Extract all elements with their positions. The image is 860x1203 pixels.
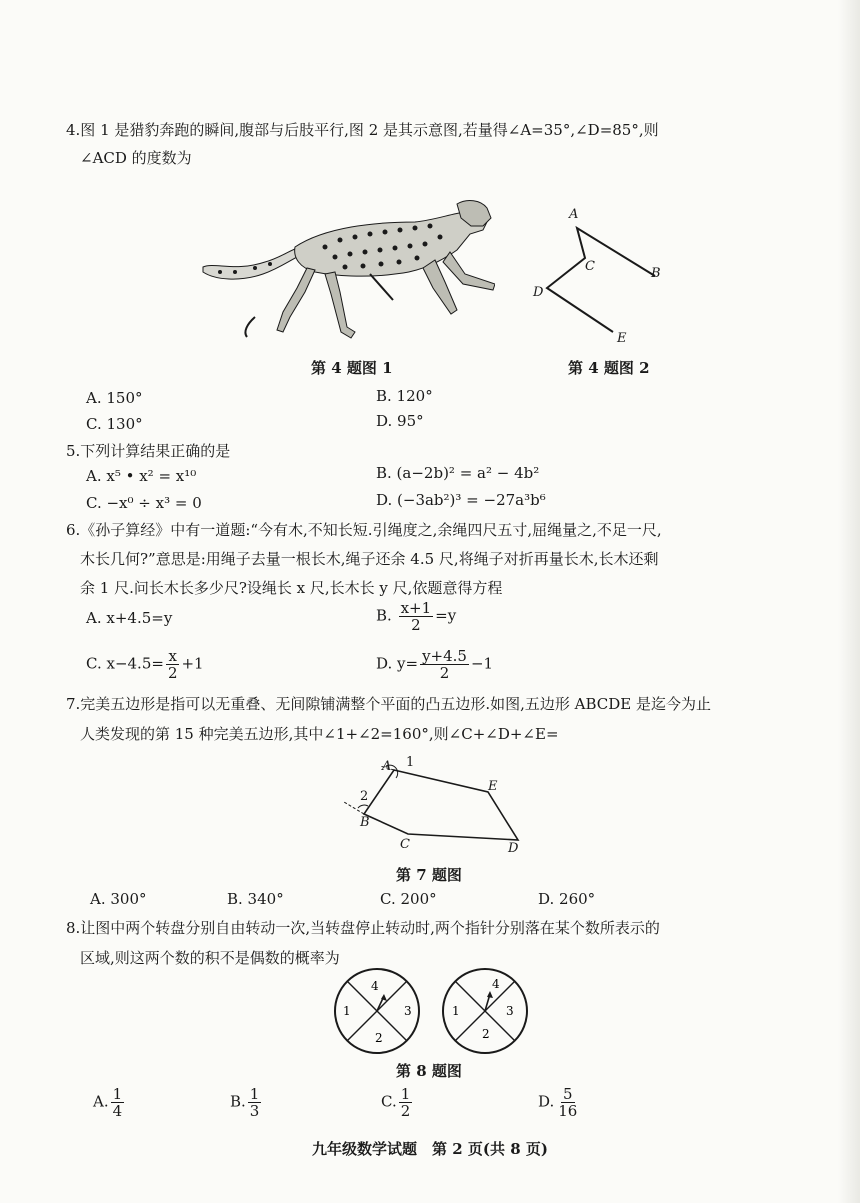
q8-option-d: D. $\frac{5}{16}$ <box>538 1085 578 1120</box>
q4-fig2-label-b: B <box>651 266 661 281</box>
q4-fig2-label-e: E <box>617 331 627 346</box>
spinner-right-1: 1 <box>452 1004 460 1018</box>
q8-caption: 第 8 题图 <box>396 1062 462 1080</box>
spinner-right <box>443 969 527 1053</box>
q7-label-a: A <box>382 759 392 774</box>
spinner-right-2: 2 <box>482 1027 490 1041</box>
q4-fig2-label-a: A <box>569 207 579 222</box>
q7-option-d: D. 260° <box>538 890 596 908</box>
q4-fig2-diagram <box>525 200 675 350</box>
q8-line1: 8.让图中两个转盘分别自由转动一次,当转盘停止转动时,两个指针分别落在某个数所表示的 <box>66 919 660 937</box>
q4-line2: ∠ACD 的度数为 <box>80 149 192 167</box>
q7-label-e: E <box>488 779 498 794</box>
q8-option-a-fraction: $\frac{1}{4}$ <box>112 1085 123 1120</box>
q8-option-d-fraction: $\frac{5}{16}$ <box>558 1085 578 1120</box>
q8-option-b-fraction: $\frac{1}{3}$ <box>249 1085 260 1120</box>
q7-label-c: C <box>400 837 410 852</box>
q4-option-c: C. 130° <box>86 415 143 433</box>
q4-fig2-label-c: C <box>585 259 595 274</box>
q6-line2: 木长几何?”意思是:用绳子去量一根长木,绳子还余 4.5 尺,将绳子对折再量长木,长木还剩 <box>80 550 659 568</box>
q6-option-b: B. $\frac{x+1}{2}$ =y <box>376 599 457 634</box>
q7-caption: 第 7 题图 <box>396 866 462 884</box>
q7-line2: 人类发现的第 15 种完美五边形,其中∠1+∠2=160°,则∠C+∠D+∠E= <box>80 725 559 743</box>
q7-option-b: B. 340° <box>227 890 284 908</box>
q4-fig2-caption: 第 4 题图 2 <box>568 359 650 377</box>
q8-option-b: B. $\frac{1}{3}$ <box>230 1085 260 1120</box>
q6-stem <box>66 516 786 603</box>
q7-pentagon-diagram <box>338 752 528 857</box>
q4-option-a: A. 150° <box>86 389 143 407</box>
q8-option-c-fraction: $\frac{1}{2}$ <box>400 1085 411 1120</box>
q6-line3: 余 1 尺.问长木长多少尺?设绳长 x 尺,长木长 y 尺,依题意得方程 <box>80 579 503 597</box>
spinner-right-4: 4 <box>492 977 500 991</box>
page-footer: 九年级数学试题 第 2 页(共 8 页) <box>312 1140 548 1158</box>
q8-stem <box>66 913 786 973</box>
q6-line1: 6.《孙子算经》中有一道题:“今有木,不知长短.引绳度之,余绳四尺五寸,屈绳量之,不足一尺, <box>66 521 662 539</box>
q8-spinners <box>330 968 530 1058</box>
q4-fig2-label-d: D <box>533 285 544 300</box>
spinner-left <box>335 969 419 1053</box>
q4-stem <box>66 116 786 172</box>
q6-option-c: C. x−4.5= $\frac{x}{2}$ +1 <box>86 647 204 682</box>
q4-option-b: B. 120° <box>376 387 433 405</box>
q4-line1: 4.图 1 是猎豹奔跑的瞬间,腹部与后肢平行,图 2 是其示意图,若量得∠A=35°,∠D=85°,则 <box>66 121 659 139</box>
q7-option-c: C. 200° <box>380 890 437 908</box>
q7-label-b: B <box>360 815 370 830</box>
spinner-left-2: 2 <box>375 1031 383 1045</box>
scan-edge-shadow <box>838 0 860 1203</box>
q6-option-d-fraction: $\frac{y+4.5}{2}$ <box>422 647 467 682</box>
q4-option-d: D. 95° <box>376 412 424 430</box>
cheetah-figure <box>195 192 495 342</box>
q7-line1: 7.完美五边形是指可以无重叠、无间隙铺满整个平面的凸五边形.如图,五边形 ABCDE 是迄今为止 <box>66 695 711 713</box>
q7-label-1: 1 <box>406 755 415 770</box>
q7-label-d: D <box>508 841 519 856</box>
spinner-left-3: 3 <box>404 1004 412 1018</box>
q7-stem <box>66 689 786 749</box>
q8-line2: 区域,则这两个数的积不是偶数的概率为 <box>80 949 340 967</box>
spinner-left-4: 4 <box>371 979 379 993</box>
q6-option-c-fraction: $\frac{x}{2}$ <box>167 647 178 682</box>
q7-option-a: A. 300° <box>90 890 147 908</box>
spinner-left-1: 1 <box>343 1004 351 1018</box>
spinner-right-3: 3 <box>506 1004 514 1018</box>
q8-option-c: C. $\frac{1}{2}$ <box>381 1085 411 1120</box>
q6-option-d: D. y= $\frac{y+4.5}{2}$ −1 <box>376 647 494 682</box>
q5-stem: 5.下列计算结果正确的是 <box>66 442 231 460</box>
q7-label-2: 2 <box>360 789 369 804</box>
q5-option-d: D. (−3ab²)³ = −27a³b⁶ <box>376 491 546 509</box>
q4-fig1-caption: 第 4 题图 1 <box>311 359 393 377</box>
q6-option-a: A. x+4.5=y <box>86 609 173 627</box>
q5-option-a: A. x⁵ • x² = x¹⁰ <box>86 467 197 485</box>
q8-option-a: A. $\frac{1}{4}$ <box>93 1085 123 1120</box>
q5-option-b: B. (a−2b)² = a² − 4b² <box>376 464 540 482</box>
q6-option-b-fraction: $\frac{x+1}{2}$ <box>400 599 432 634</box>
q5-option-c: C. −x⁰ ÷ x³ = 0 <box>86 494 202 512</box>
